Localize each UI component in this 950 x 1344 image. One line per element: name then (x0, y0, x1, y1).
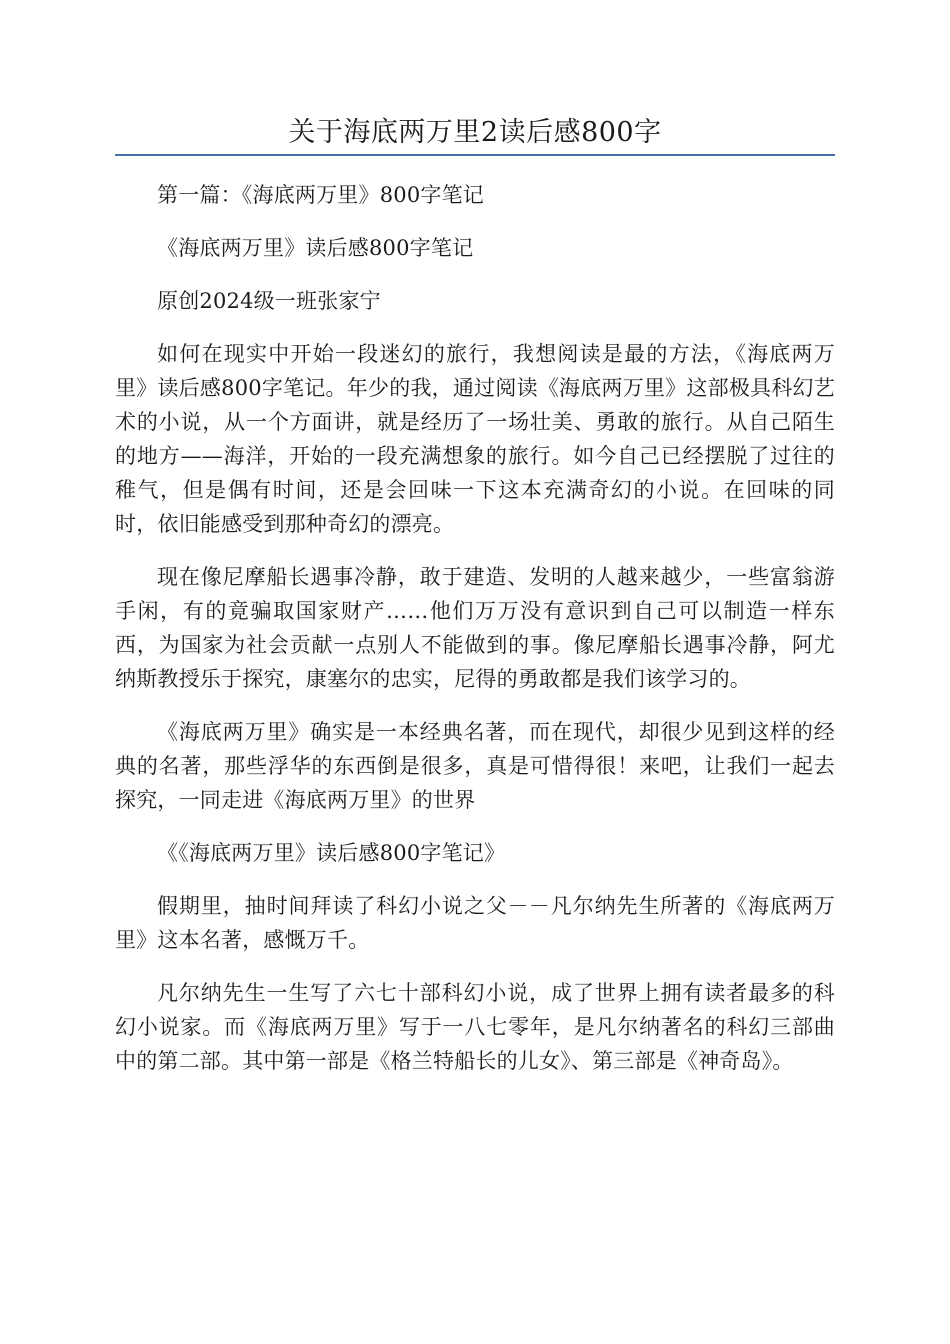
paragraph-8: 假期里，抽时间拜读了科幻小说之父－－凡尔纳先生所著的《海底两万里》这本名著，感慨万千。 (115, 894, 835, 952)
paragraph-9: 凡尔纳先生一生写了六七十部科幻小说，成了世界上拥有读者最多的科幻小说家。而《海底两万里》写于一八七零年，是凡尔纳著名的科幻三部曲中的第二部。其中第一部是《格兰特船长的儿女》、第三部是《神奇岛》。 (115, 981, 835, 1073)
document-page (115, 112, 835, 1097)
paragraph-2: 《海底两万里》读后感800字笔记 (157, 236, 474, 260)
paragraph-6: 《海底两万里》确实是一本经典名著，而在现代，却很少见到这样的经典的名著，那些浮华的东西倒是很多，真是可惜得很！来吧，让我们一起去探究，一同走进《海底两万里》的世界 (115, 720, 835, 812)
paragraph-3: 原创2024级一班张家宁 (157, 289, 381, 313)
paragraph-5: 现在像尼摩船长遇事冷静，敢于建造、发明的人越来越少，一些富翁游手闲，有的竟骗取国家财产……他们万万没有意识到自己可以制造一样东西，为国家为社会贡献一点别人不能做到的事。像尼摩船长遇事冷静，阿尤纳斯教授乐于探究，康塞尔的忠实，尼得的勇敢都是我们该学习的。 (115, 565, 835, 691)
paragraph-4: 如何在现实中开始一段迷幻的旅行，我想阅读是最的方法，《海底两万里》读后感800字笔记。年少的我，通过阅读《海底两万里》这部极具科幻艺术的小说，从一个方面讲，就是经历了一场壮美、勇敢的旅行。从自己陌生的地方——海洋，开始的一段充满想象的旅行。如今自己已经摆脱了过往的稚气，但是偶有时间，还是会回味一下这本充满奇幻的小说。在回味的同时，依旧能感受到那种奇幻的漂亮。 (115, 342, 835, 536)
title-underline (115, 154, 835, 156)
paragraph-7: 《《海底两万里》读后感800字笔记》 (157, 841, 506, 865)
document-title: 关于海底两万里2读后感800字 (288, 117, 662, 148)
paragraph-1: 第一篇：《海底两万里》800字笔记 (157, 183, 484, 207)
